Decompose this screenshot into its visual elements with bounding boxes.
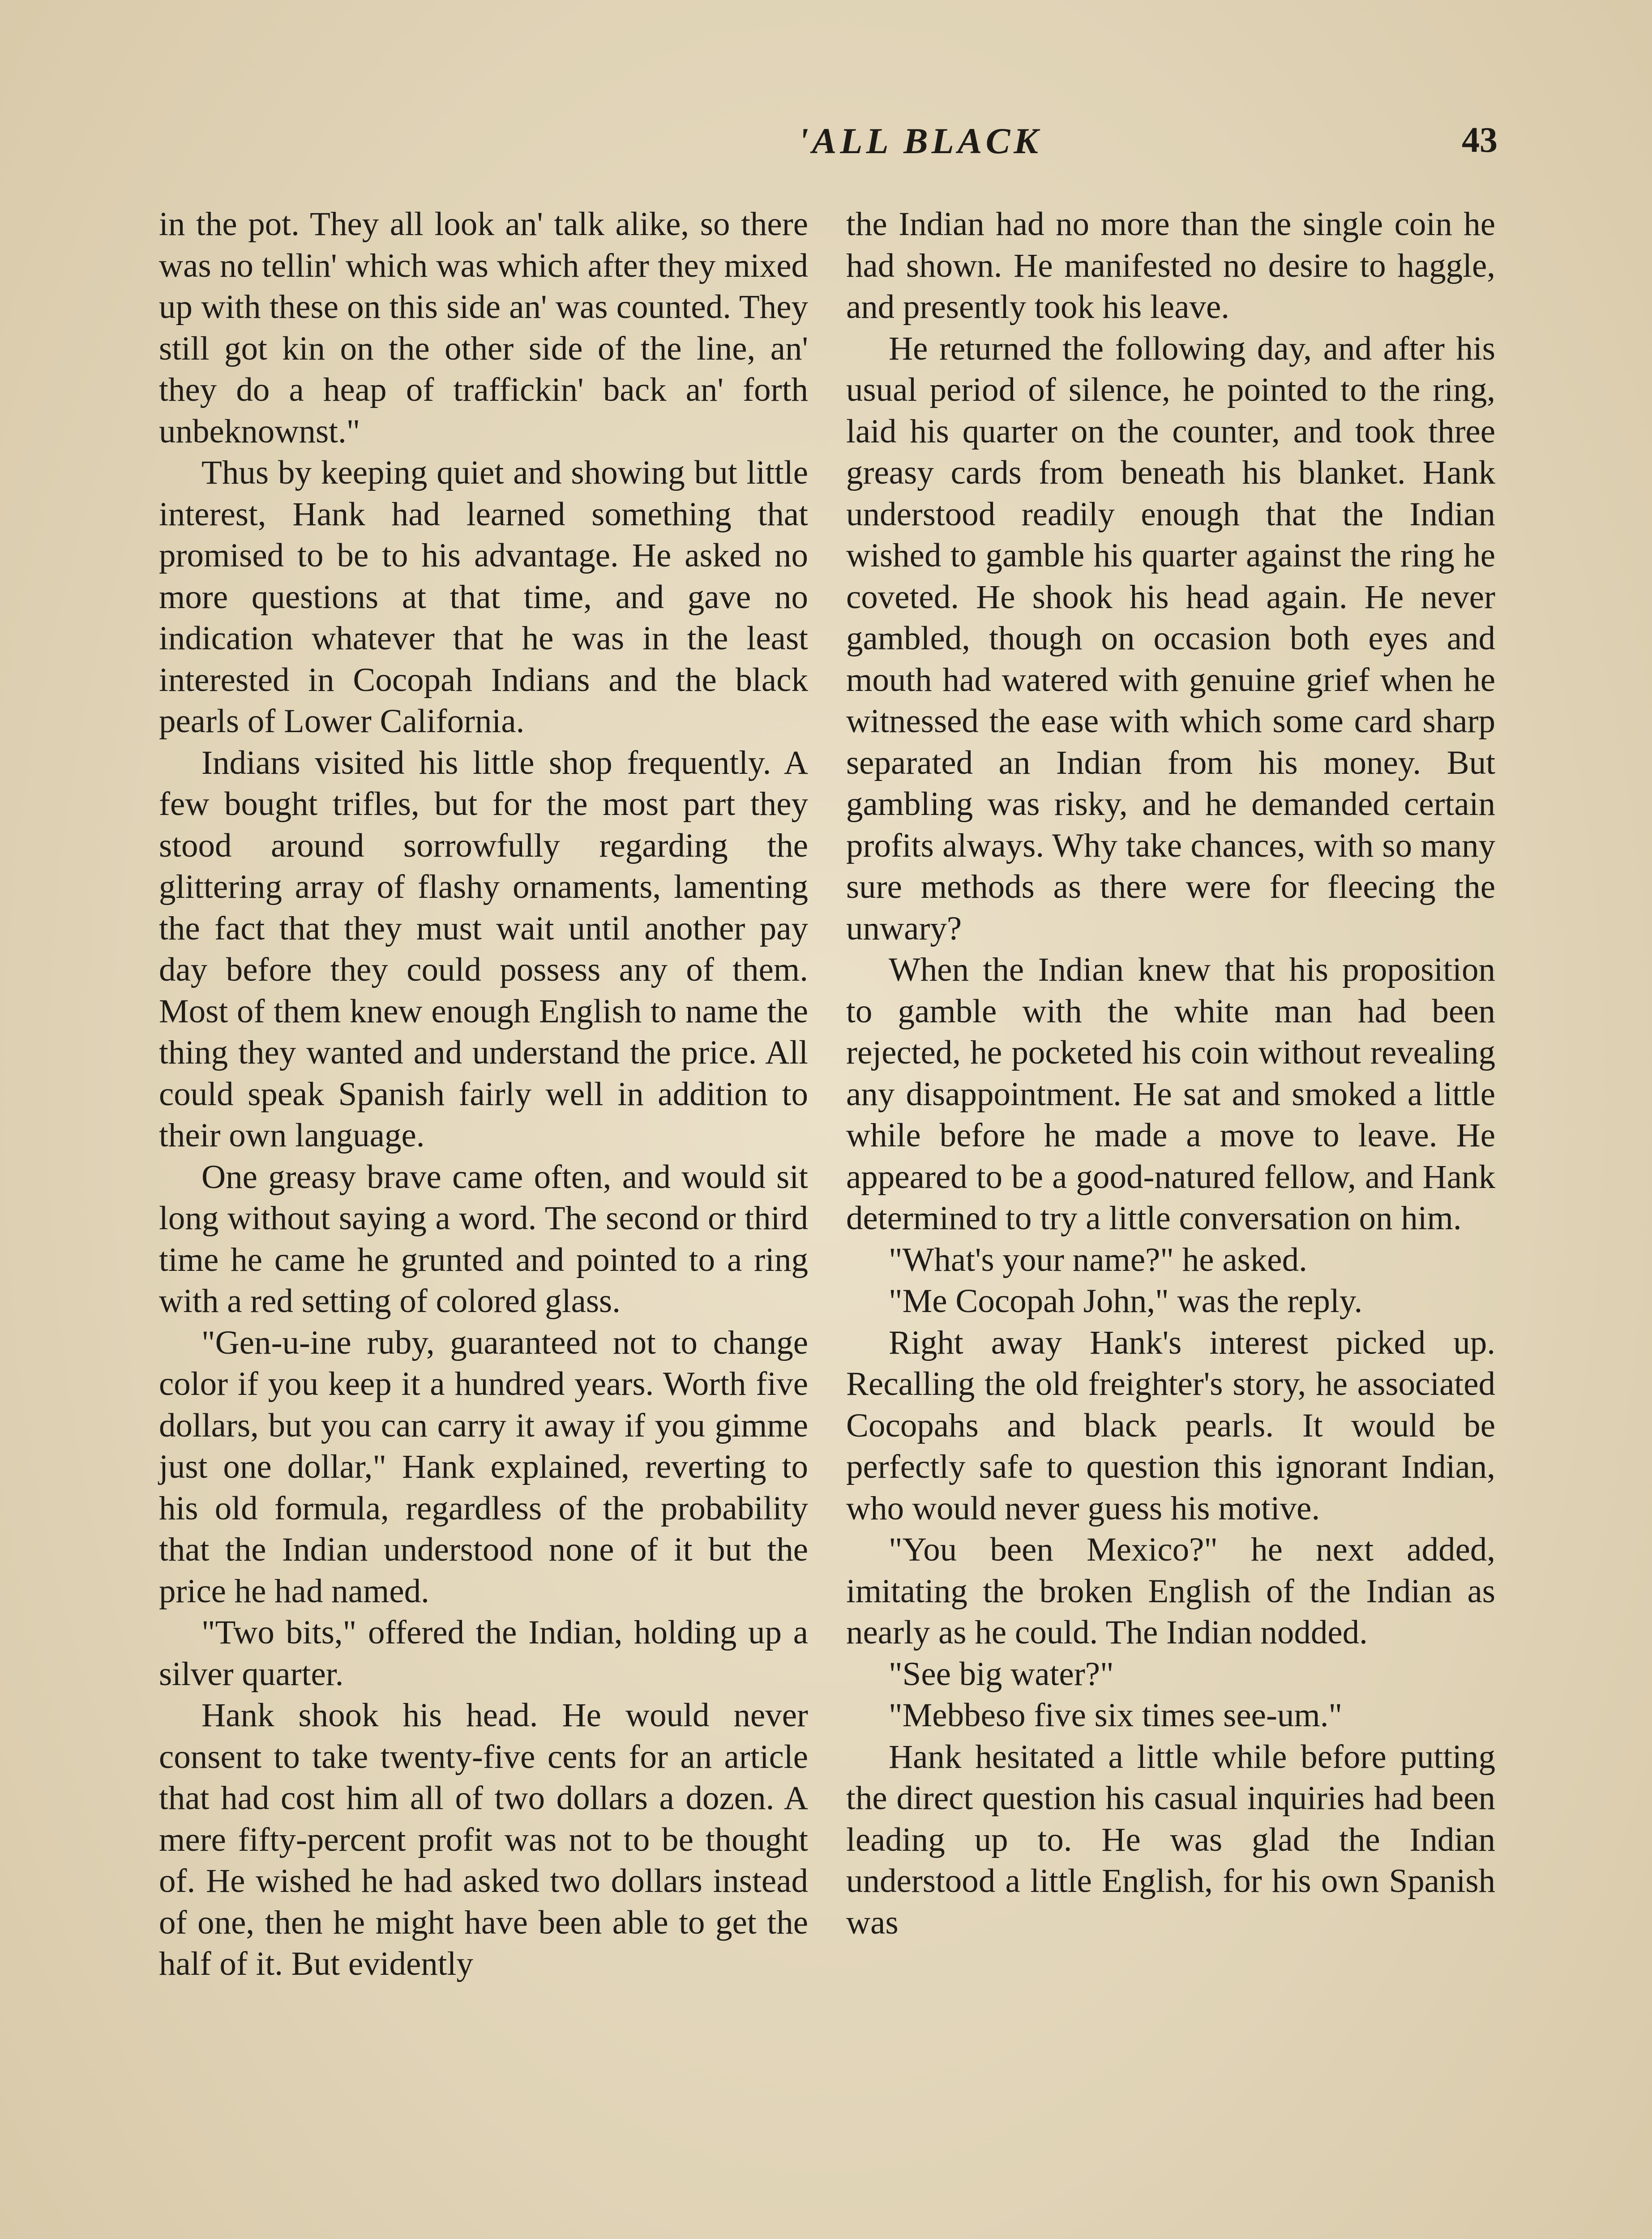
page-header	[159, 120, 1498, 183]
left-column	[159, 204, 808, 1985]
paragraph: Hank shook his head. He would never consent to take twenty-five cents for an article that had cost him all of two dollars a dozen. A mere fifty-percent profit was not to be thought of. He wished he had asked two dollars instead of one, then he might have been able to get the half of it. But evidently	[159, 1697, 808, 1982]
paragraph: "Gen-u-ine ruby, guaranteed not to change color if you keep it a hundred years. Worth five dollars, but you can carry it away if you gimme just one dollar," Hank explained, reverting to his old formula, regardless of the probability that the Indian understood none of it but the price he had named.	[159, 1324, 808, 1610]
paragraph: "Mebbeso five six times see-um."	[889, 1697, 1343, 1734]
paragraph: Indians visited his little shop frequently. A few bought trifles, but for the most part they stood around sorrowfully regarding the glittering array of flashy ornaments, lamenting the fact that they must wait until another pay day before they could possess any of them. Most of them knew enough English to name the thing they wanted and understand the price. All could speak Spanish fairly well in addition to their own language.	[159, 744, 808, 1154]
paragraph: the Indian had no more than the single coin he had shown. He manifested no desire to haggle, and presently took his leave.	[846, 206, 1495, 326]
paragraph: "What's your name?" he asked.	[889, 1241, 1307, 1278]
paragraph: "Me Cocopah John," was the reply.	[889, 1282, 1363, 1320]
paragraph: in the pot. They all look an' talk alike, so there was no tellin' which was which after they mixed up with these on this side an' was counted. They still got kin on the other side of the line, an' they do a heap of traffickin' back an' forth unbeknownst."	[159, 206, 808, 450]
paragraph: Hank hesitated a little while before putting the direct question his casual inquiries had been leading up to. He was glad the Indian understood a little English, for his own Spanish was	[846, 1738, 1495, 1941]
paragraph: "You been Mexico?" he next added, imitating the broken English of the Indian as nearly as he could. The Indian nodded.	[846, 1531, 1495, 1651]
paragraph: Thus by keeping quiet and showing but little interest, Hank had learned something that promised to be to his advantage. He asked no more questions at that time, and gave no indication whatever that he was in the least interested in Cocopah Indians and the black pearls of Lower California.	[159, 454, 808, 740]
paragraph: "See big water?"	[889, 1655, 1114, 1693]
right-column	[846, 204, 1495, 1943]
paragraph: He returned the following day, and after his usual period of silence, he pointed to the ring, laid his quarter on the counter, and took three greasy cards from beneath his blanket. Hank understood readily enough that the Indian wished to gamble his quarter against the ring he coveted. He shook his head again. He never gambled, though on occasion both eyes and mouth had watered with genuine grief when he witnessed the ease with which some card sharp separated an Indian from his money. But gambling was risky, and he demanded certain profits always. Why take chances, with so many sure methods as there were for fleecing the unwary?	[846, 330, 1495, 947]
running-title: 'ALL BLACK	[798, 120, 1042, 161]
paragraph: When the Indian knew that his proposition to gamble with the white man had been rejected, he pocketed his coin without revealing any disappointment. He sat and smoked a little while before he made a move to leave. He appeared to be a good-natured fellow, and Hank determined to try a little conversation on him.	[846, 951, 1495, 1237]
paragraph: One greasy brave came often, and would sit long without saying a word. The second or third time he came he grunted and pointed to a ring with a red setting of colored glass.	[159, 1158, 808, 1320]
paragraph: "Two bits," offered the Indian, holding up a silver quarter.	[159, 1614, 808, 1693]
paragraph: Right away Hank's interest picked up. Recalling the old freighter's story, he associated Cocopahs and black pearls. It would be perfectly safe to question this ignorant Indian, who would never guess his motive.	[846, 1324, 1495, 1527]
page-number: 43	[1462, 120, 1498, 160]
